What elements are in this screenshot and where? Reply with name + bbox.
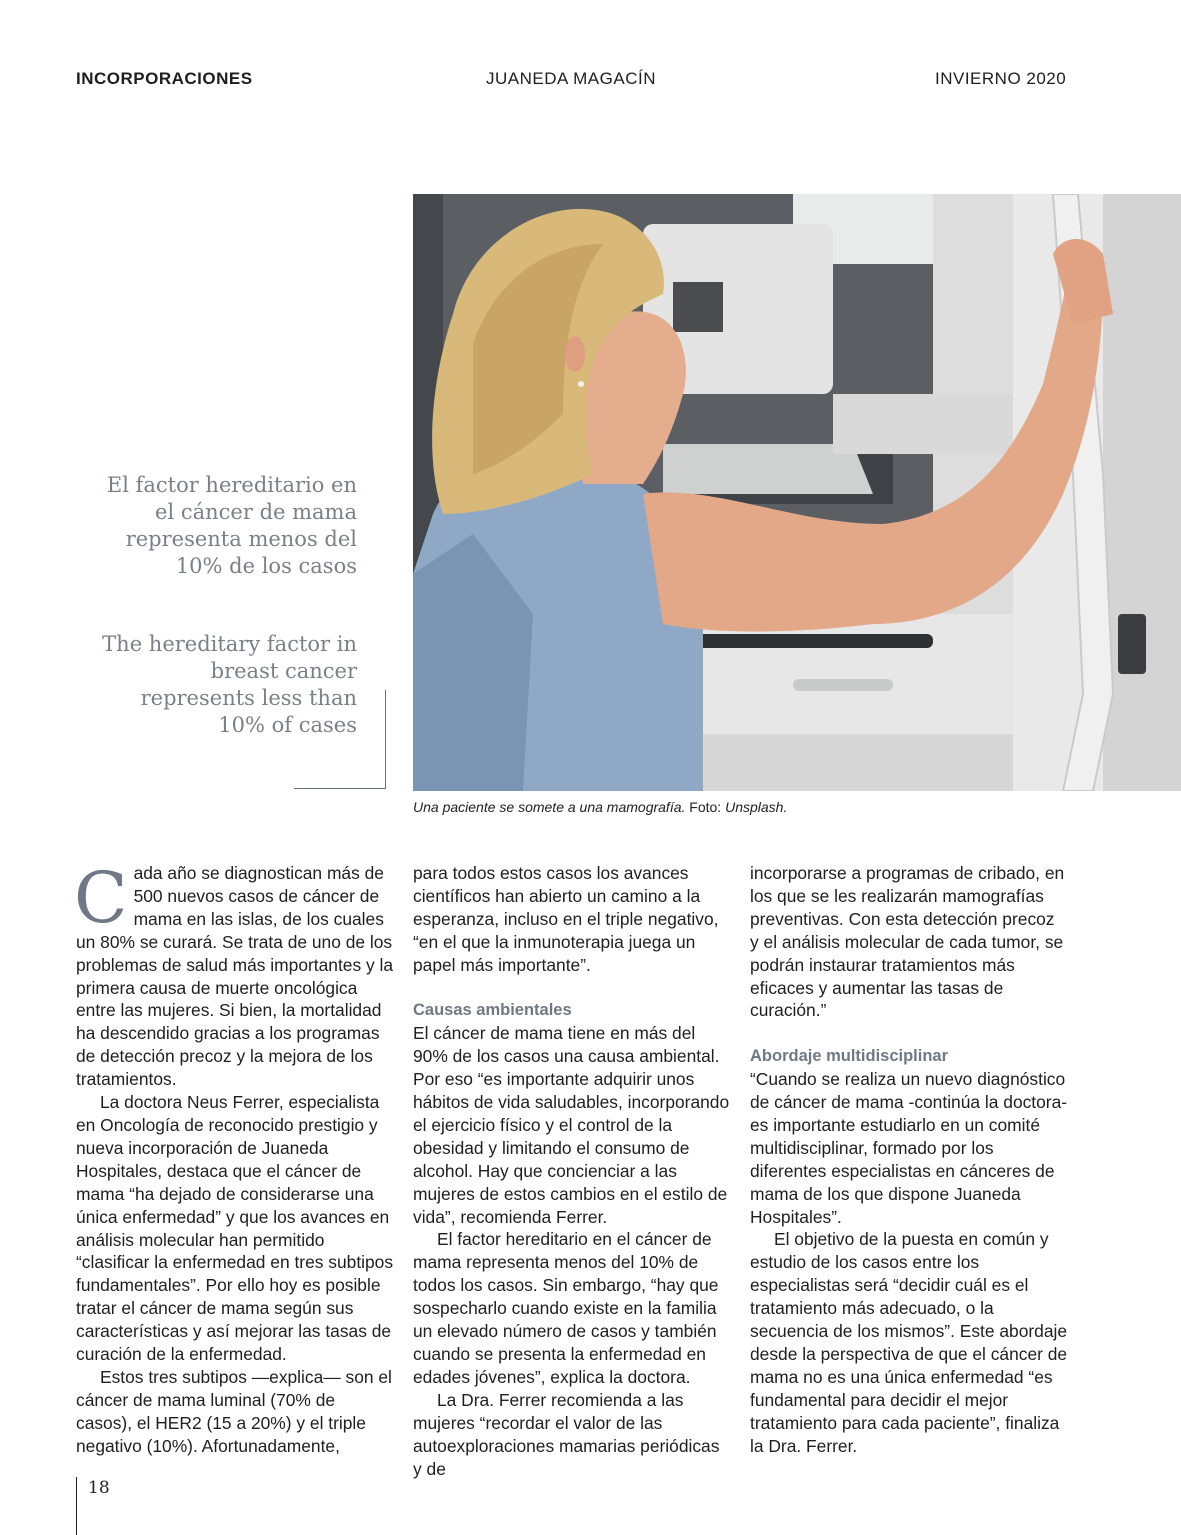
magazine-title: JUANEDA MAGACÍN bbox=[486, 69, 656, 88]
pullquote-rule-horizontal bbox=[294, 788, 386, 789]
article-paragraph: incorporarse a programas de cribado, en los que se les realizarán mamografías preventivas. Con esta detección precoz y el análisis molecular de cada tumor, se podrán instaurar tratamientos más eficaces y aumentar las tasas de curación.” bbox=[750, 863, 1065, 1021]
article-paragraph: para todos estos casos los avances científicos han abierto un camino a la esperanza, incluso en el triple negativo, “en el que la inmunoterapia juega un papel más importante”. bbox=[413, 863, 719, 975]
page-number: 18 bbox=[88, 1478, 110, 1498]
article-column-1 bbox=[74, 857, 394, 1458]
photo-caption bbox=[413, 799, 787, 815]
article-paragraph: La doctora Neus Ferrer, especialista en Oncología de reconocido prestigio y nueva incorporación de Juaneda Hospitales, destaca que el cáncer de mama “ha dejado de considerarse una única enfermedad” y que los avances en análisis molecular han permitido “clasificar la enfermedad en tres subtipos fundamentales”. Por ello hoy es posible tratar el cáncer de mama según sus características y así mejorar las tasas de curación de la enfermedad. bbox=[76, 1092, 394, 1365]
pullquote-english: The hereditary factor in breast cancer represents less than 10% of cases bbox=[102, 632, 357, 737]
pullquote-spanish: El factor hereditario en el cáncer de mama representa menos del 10% de los casos bbox=[106, 473, 357, 578]
article-paragraph: Estos tres subtipos —explica— son el cáncer de mama luminal (70% de casos), el HER2 (15 a 20%) y el triple negativo (10%). Afortunadamente, bbox=[76, 1366, 392, 1456]
article-column-3 bbox=[750, 862, 1068, 1458]
subheading-abordaje-multidisciplinar: Abordaje multidisciplinar bbox=[750, 1047, 949, 1066]
mammography-photo bbox=[413, 194, 1181, 791]
caption-credit: Unsplash. bbox=[725, 799, 788, 815]
article-paragraph: “Cuando se realiza un nuevo diagnóstico de cáncer de mama -continúa la doctora- es importante estudiarlo en un comité multidisciplinar, formado por los diferentes especialistas en cánceres de mama de los que dispone Juaneda Hospitales”. bbox=[750, 1069, 1068, 1227]
paragraph-gap bbox=[750, 1022, 1068, 1045]
paragraph-gap bbox=[413, 977, 731, 1000]
article-column-2 bbox=[413, 862, 731, 1480]
pullquote-rule-vertical bbox=[385, 690, 386, 788]
article-paragraph: El cáncer de mama tiene en más del 90% de los casos una causa ambiental. Por eso “es importante adquirir unos hábitos de vida saludables, incorporando el ejercicio físico y el control de la obesidad y limitando el consumo de alcohol. Hay que concienciar a las mujeres de estos cambios en el estilo de vida”, recomienda Ferrer. bbox=[413, 1023, 730, 1227]
caption-text: Una paciente se somete a una mamografía. bbox=[413, 799, 686, 815]
intro-text: ada año se diagnostican más de 500 nuevos casos de cáncer de mama en las islas, de los cuales un 80% se curará. Se trata de uno de los problemas de salud más importantes y la primera causa de muerte oncológica entre las mujeres. Si bien, la mortalidad ha descendido gracias a los programas de detección precoz y la mejora de los tratamientos. bbox=[76, 863, 394, 1090]
drop-cap: C bbox=[74, 857, 128, 939]
article-paragraph: La Dra. Ferrer recomienda a las mujeres “recordar el valor de las autoexploraciones mamarias periódicas y de bbox=[413, 1389, 720, 1479]
section-label: INCORPORACIONES bbox=[76, 69, 253, 88]
caption-credit-label: Foto: bbox=[689, 799, 722, 815]
subheading-causas-ambientales: Causas ambientales bbox=[413, 1001, 572, 1020]
article-intro bbox=[74, 857, 394, 1091]
issue-label: INVIERNO 2020 bbox=[935, 69, 1067, 88]
page-number-rule bbox=[76, 1477, 77, 1535]
article-paragraph: El objetivo de la puesta en común y estudio de los casos entre los especialistas será “decidir cuál es el tratamiento más adecuado, o la secuencia de los mismos”. Este abordaje desde la perspectiva de que el cáncer de mama no es una única enfermedad “es fundamental para decidir el mejor tratamiento para cada paciente”, finaliza la Dra. Ferrer. bbox=[750, 1229, 1068, 1456]
article-paragraph: El factor hereditario en el cáncer de mama representa menos del 10% de todos los casos. Sin embargo, “hay que sospecharlo cuando existe en la familia un elevado número de casos y también cuando se presenta la enfermedad en edades jóvenes”, explica la doctora. bbox=[413, 1229, 719, 1387]
